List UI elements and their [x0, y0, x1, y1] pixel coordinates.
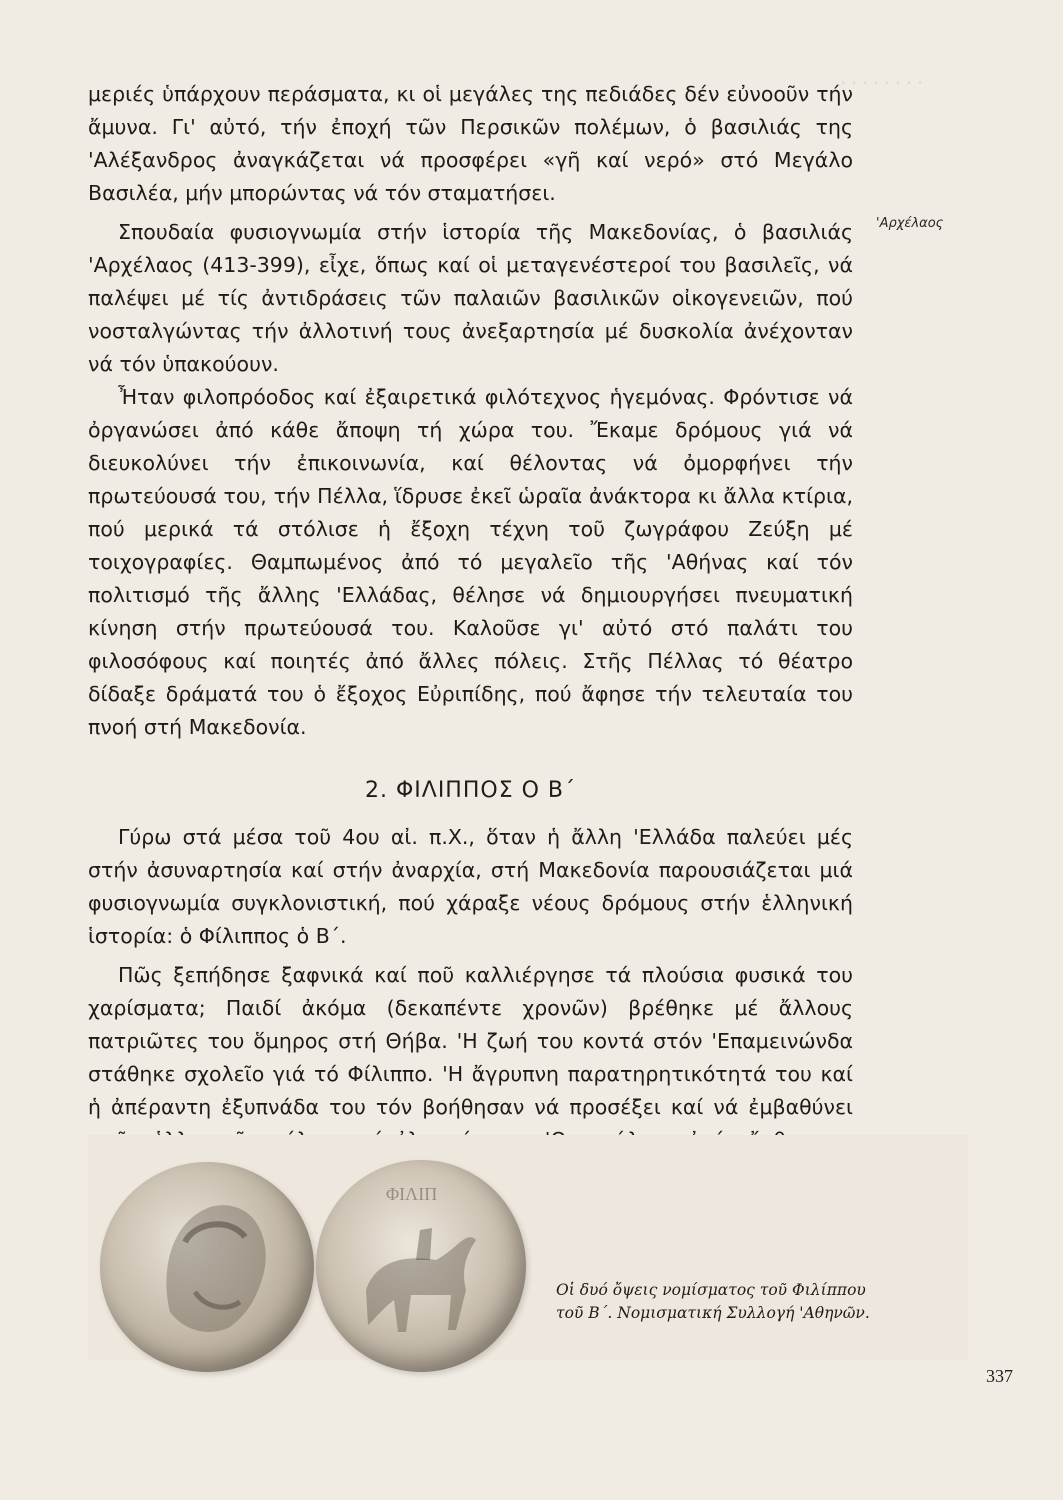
paragraph-1: μεριές ὑπάρχουν περάσματα, κι οἱ μεγάλες της πεδιάδες δέν εὐνοοῦν τήν ἄμυνα. Γι' αὐτό, τήν ἐποχή τῶν Περσικῶν πολέμων, ὁ βασιλιάς της 'Αλέξανδρος ἀναγκάζεται νά προσφέρει «γῆ καί νερό» στό Μεγάλο Βασιλέα, μήν μπορώντας νά τόν σταματήσει.: [88, 82, 853, 205]
zeus-head-relief: [100, 1162, 314, 1372]
paragraph-3: Ἦταν φιλοπρόοδος καί ἐξαιρετικά φιλότεχνος ἡγεμόνας. Φρόντισε νά ὀργανώσει ἀπό κάθε ἄποψη τή χώρα του. Ἔκαμε δρόμους γιά νά διευκολύνει τήν ἐπικοινωνία, καί θέλοντας νά ὀμορφήνει τήν πρωτεύουσά του, τήν Πέλλα, ἵδρυσε ἐκεῖ ὡραῖα ἀνάκτορα κι ἄλλα κτίρια, πού μερικά τά στόλισε ἡ ἔξοχη τέχνη τοῦ ζωγράφου Ζεύξη μέ τοιχογραφίες. Θαμπωμένος ἀπό τό μεγαλεῖο τῆς 'Αθήνας καί τόν πολιτισμό τῆς ἄλλης 'Ελλάδας, θέλησε νά δημιουργήσει πνευματική κίνηση στήν πρωτεύουσά του. Καλοῦσε γι' αὐτό στό παλάτι του φιλοσόφους καί ποιητές ἀπό ἄλλες πόλεις. Στῆς Πέλλας τό θέατρο δίδαξε δράματά του ὁ ἔξοχος Εὐριπίδης, πού ἄφησε τήν τελευταία του πνοή στή Μακεδονία.: [88, 385, 853, 739]
coin-reverse-image: [316, 1160, 526, 1372]
paragraph-2: Σπουδαία φυσιογνωμία στήν ἱστορία τῆς Μακεδονίας, ὁ βασιλιάς 'Αρχέλαος (413-399), εἶχε, ὅπως καί οἱ μεταγενέστεροί του βασιλεῖς, νά παλέψει μέ τίς ἀντιδράσεις τῶν παλαιῶν βασιλικῶν οἰκογενειῶν, πού νοσταλγώντας τήν ἀλλοτινή τους ἀνεξαρτησία μέ δυσκολία ἀνέχονταν νά τόν ὑπακούουν.: [88, 220, 853, 376]
paragraph-5: Πῶς ξεπήδησε ξαφνικά καί ποῦ καλλιέργησε τά πλούσια φυσικά του χαρίσματα; Παιδί ἀκόμα (δεκαπέντε χρονῶν) βρέθηκε μέ ἄλλους πατριῶτες του ὅμηρος στή Θήβα. 'Η ζωή του κοντά στόν 'Επαμεινώνδα στάθηκε σχολεῖο γιά τό Φίλιππο. 'Η ἄγρυπνη παρατηρητικότητά του καί ἡ ἀπέραντη ἐξυπνάδα του τόν βοήθησαν νά προσέξει καί νά ἐμβαθύνει: [88, 963, 853, 1119]
section-heading: 2. ΦΙΛΙΠΠΟΣ Ο Β΄: [364, 778, 577, 803]
svg-text:ΦΙΛΙΠ: ΦΙΛΙΠ: [386, 1184, 438, 1204]
paragraph-4: Γύρω στά μέσα τοῦ 4ου αἰ. π.Χ., ὅταν ἡ ἄλλη 'Ελλάδα παλεύει μές στήν ἀσυναρτησία καί στήν ἀναρχία, στή Μακεδονία παρουσιάζεται μιά φυσιογνωμία συγκλονιστική, πού χάραξε νέους δρόμους στήν ἑλληνική ἱστορία: ὁ Φίλιππος ὁ Β΄.: [88, 825, 853, 948]
horseman-relief: [316, 1160, 526, 1372]
figure-caption: Οἱ δυό ὄψεις νομίσματος τοῦ Φιλίππου τοῦ Β΄. Νομισματική Συλλογή 'Αθηνῶν.: [556, 1281, 870, 1322]
bleed-through-text: · · · · · · · ·: [840, 70, 923, 95]
margin-note: 'Αρχέλαος: [876, 216, 944, 231]
main-text-column: [88, 78, 853, 1190]
page-number: 337: [986, 1366, 1013, 1386]
coin-obverse-image: [100, 1162, 314, 1372]
